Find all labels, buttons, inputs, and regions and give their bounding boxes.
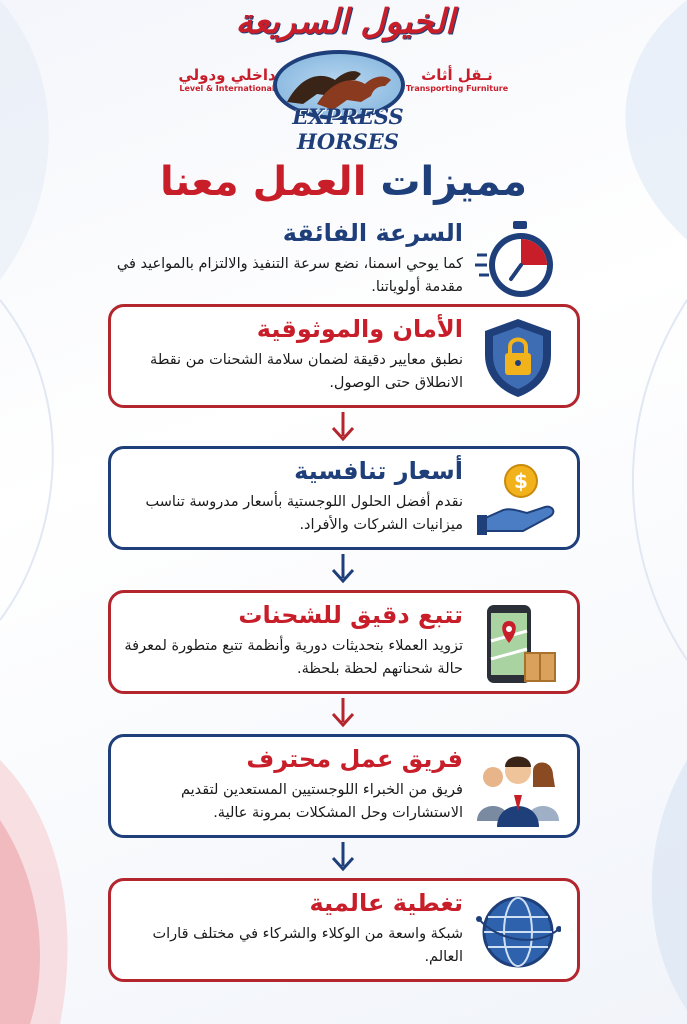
logo-left-arabic: داخلي ودولي — [178, 66, 276, 84]
feature-title: فريق عمل محترف — [246, 745, 463, 773]
page-title-part1: مميزات — [380, 159, 528, 205]
feature-title: تتبع دقيق للشحنات — [238, 601, 463, 629]
feature-text: نقدم أفضل الحلول اللوجستية بأسعار مدروسة تناسب ميزانيات الشركات والأفراد. — [145, 494, 463, 533]
stopwatch-icon — [475, 219, 561, 305]
feature-card-team — [108, 734, 580, 838]
arrow-down-icon — [330, 554, 356, 584]
arrow-down-icon — [330, 842, 356, 872]
feature-card-coverage — [108, 878, 580, 982]
logo-arabic-name: الخيول السريعة — [235, 2, 455, 42]
globe-icon — [475, 889, 561, 975]
page-title — [0, 154, 687, 210]
feature-card-security — [108, 304, 580, 408]
feature-text: فريق من الخبراء اللوجستيين المستعدين لتقديم الاستشارات وحل المشكلات بمرونة عالية. — [181, 782, 463, 821]
page-title-part2: العمل معنا — [159, 159, 367, 205]
logo-tagline-left — [172, 66, 282, 93]
logo-right-english: Transporting Furniture — [405, 84, 509, 93]
phone-map-icon — [475, 601, 561, 687]
logo-left-english: Level & International — [179, 84, 275, 93]
feature-card-prices — [108, 446, 580, 550]
arrow-down-icon — [330, 412, 356, 442]
logo-english-name: EXPRESS HORSES — [292, 104, 404, 154]
svg-text:$: $ — [514, 469, 528, 493]
hand-coin-icon — [475, 457, 561, 543]
feature-card-speed — [108, 208, 580, 312]
feature-title: السرعة الفائقة — [282, 219, 463, 247]
feature-text: تزويد العملاء بتحديثات دورية وأنظمة تتبع متطورة لمعرفة حالة شحناتهم لحظة بلحظة. — [124, 638, 463, 677]
arrow-down-icon — [330, 698, 356, 728]
feature-text: شبكة واسعة من الوكلاء والشركاء في مختلف قارات العالم. — [152, 926, 463, 965]
feature-title: تغطية عالمية — [309, 889, 463, 917]
company-logo — [0, 0, 687, 160]
team-icon — [475, 745, 561, 831]
feature-title: الأمان والموثوقية — [256, 315, 463, 343]
logo-right-arabic: نـقل أثاث — [421, 66, 493, 84]
feature-text: نطبق معايير دقيقة لضمان سلامة الشحنات من نقطة الانطلاق حتى الوصول. — [150, 352, 463, 391]
logo-tagline-right — [402, 66, 512, 93]
feature-card-tracking — [108, 590, 580, 694]
feature-text: كما يوحي اسمنا، نضع سرعة التنفيذ والالتزام بالمواعيد في مقدمة أولوياتنا. — [116, 256, 463, 295]
shield-lock-icon — [475, 315, 561, 401]
feature-title: أسعار تنافسية — [294, 457, 463, 485]
